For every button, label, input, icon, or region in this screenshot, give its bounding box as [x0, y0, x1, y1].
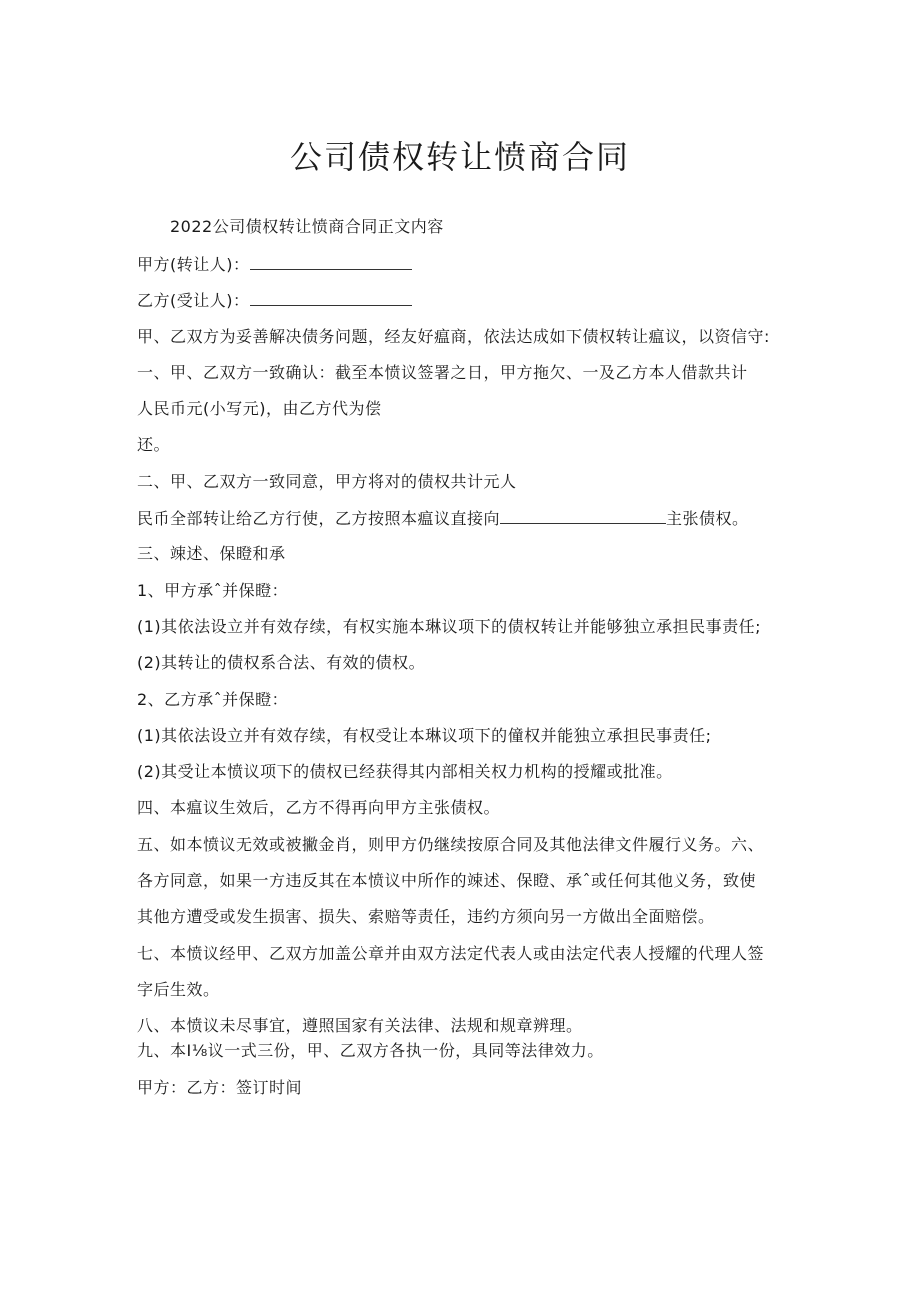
party-b-label: 乙方(受让人)： — [137, 291, 250, 310]
clause-3-title: 三、竦述、保瞪和承 — [137, 544, 286, 563]
clause-7-line-1: 七、本愤议经甲、乙双方加盖公章并由双方法定代表人或由法定代表人授耀的代理人签 — [137, 944, 765, 963]
clause-3-1-item-2: (2)其转让的债权系合法、有效的债权。 — [137, 653, 426, 672]
clause-1-line-2: 人民币元(小写元)，由乙方代为偿 — [137, 399, 382, 418]
party-a-line — [137, 253, 412, 276]
document-subtitle: 2022公司债权转让愤商合同正文内容 — [170, 217, 444, 236]
creditor-blank[interactable] — [500, 507, 666, 524]
party-a-label: 甲方(转让人)： — [137, 255, 250, 274]
clause-6-line-1: 各方同意，如果一方违反其在本愤议中所作的竦述、保瞪、承ˆ或任何其他义务，致使 — [137, 871, 757, 890]
clause-3-2-heading: 2、乙方承ˆ并保瞪： — [137, 690, 289, 709]
clause-2-line-2 — [137, 507, 749, 530]
clause-4: 四、本瘟议生效后，乙方不得再向甲方主张债权。 — [137, 798, 501, 817]
clause-3-2-item-2: (2)其受让本愤议项下的债权已经获得其内部相关权力机构的授耀或批准。 — [137, 762, 673, 781]
clause-6-line-2: 其他方遭受或发生损害、损失、索赔等责任，违约方须向另一方做出全面赔偿。 — [137, 907, 715, 926]
signature-line: 甲方：乙方：签订时间 — [137, 1078, 303, 1097]
clause-9: 九、本I⅛议一式三份，甲、乙双方各执一份，具同等法律效力。 — [137, 1041, 604, 1060]
intro-paragraph: 甲、乙双方为妥善解决债务问题，经友好瘟商，依法达成如下债权转让瘟议，以资信守: — [137, 327, 770, 346]
clause-2-line-1: 二、甲、乙双方一致同意，甲方将对的债权共计元人 — [137, 472, 517, 491]
party-a-blank[interactable] — [250, 253, 412, 270]
clause-7-line-2: 字后生效。 — [137, 980, 220, 999]
clause-1-line-3: 还。 — [137, 435, 171, 454]
clause-8: 八、本愤议未尽事宜，遵照国家有关法律、法规和规章辨理。 — [137, 1016, 583, 1035]
clause-3-1-heading: 1、甲方承ˆ并保瞪： — [137, 581, 289, 600]
clause-2-text-before-blank: 民币全部转让给乙方行使，乙方按照本瘟议直接向 — [137, 509, 501, 528]
document-title: 公司债权转让愤商合同 — [289, 138, 630, 176]
clause-1-line-1: 一、甲、乙双方一致确认：截至本愤议签署之日，甲方拖欠、一及乙方本人借款共计 — [137, 363, 748, 382]
party-b-line — [137, 289, 412, 312]
clause-5-line-1: 五、如本愤议无效或被撇金肖，则甲方仍继续按原合同及其他法律文件履行义务。六、 — [137, 835, 765, 854]
clause-2-text-after-blank: 主张债权。 — [666, 509, 749, 528]
party-b-blank[interactable] — [250, 289, 412, 306]
clause-3-2-item-1: (1)其依法设立并有效存续，有权受让本琳议项下的僮权并能独立承担民事责任; — [137, 726, 712, 745]
clause-3-1-item-1: (1)其依法设立并有效存续，有权实施本琳议项下的债权转让并能够独立承担民事责任; — [137, 617, 762, 636]
